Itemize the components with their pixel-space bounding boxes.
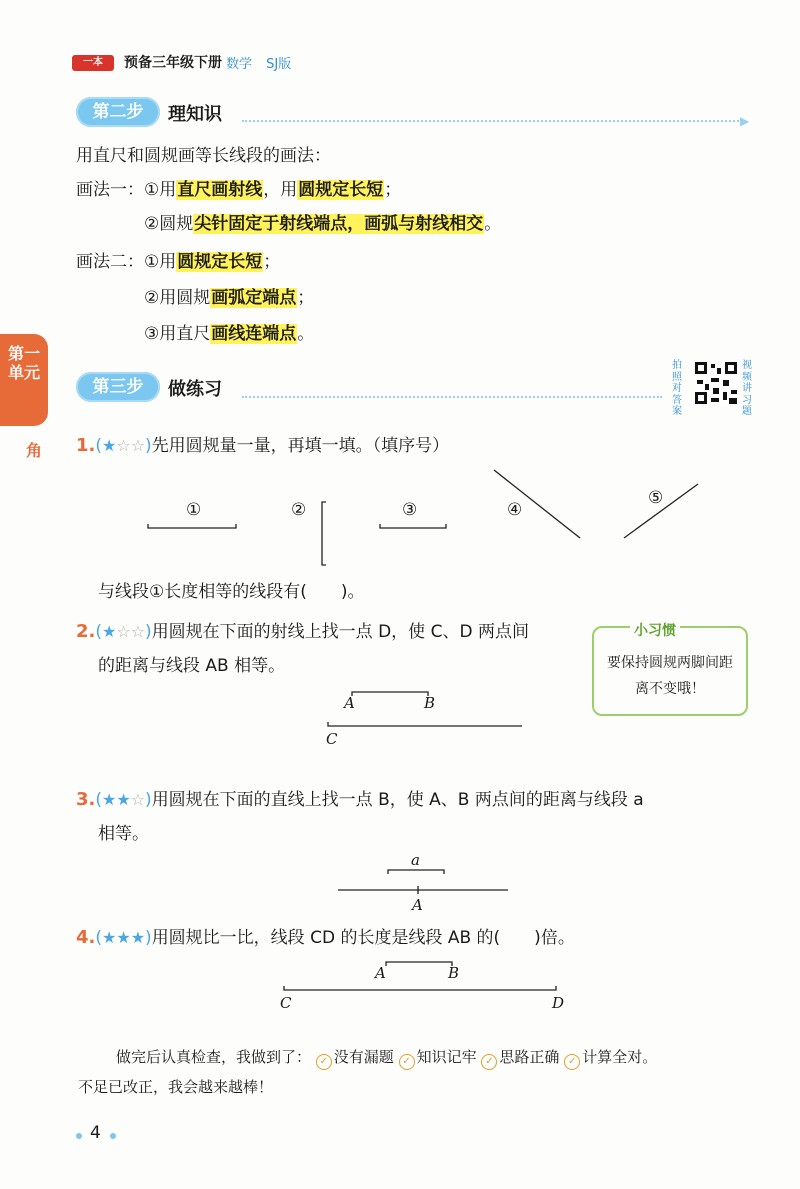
star-empty-icon: ☆☆	[116, 622, 146, 641]
step2-title: 理知识	[168, 104, 222, 125]
method1-line2	[144, 212, 501, 236]
segment-ab	[352, 692, 428, 696]
q2-prompt: 2.(★☆☆)用圆规在下面的射线上找一点 D，使 C、D 两点间	[76, 621, 529, 642]
checklist-line1	[116, 1046, 657, 1070]
q3-figure	[334, 866, 514, 896]
arrow-icon: ▶	[740, 114, 750, 128]
text: 。	[484, 214, 502, 234]
point-a: A	[412, 896, 423, 914]
highlight: 画弧定端点	[211, 288, 297, 308]
segment-2	[322, 502, 326, 565]
highlight: 直尺画射线	[177, 180, 263, 200]
unit-label: 角	[26, 441, 43, 460]
point-d: D	[552, 994, 565, 1012]
q3-number: 3.	[76, 789, 96, 810]
text: ②用圆规	[144, 288, 211, 308]
point-b: B	[424, 694, 436, 712]
star-icon: ★	[102, 622, 117, 641]
edition: SJ版	[266, 57, 292, 72]
label-5: ⑤	[648, 488, 664, 508]
point-a: A	[375, 964, 386, 982]
unit-tab	[0, 334, 48, 426]
check1-label: 没有漏题	[333, 1048, 394, 1066]
check2-label: 知识记牢	[416, 1048, 477, 1066]
star-icon: ★★★	[102, 928, 146, 947]
point-c: C	[280, 994, 292, 1012]
check-icon[interactable]: ✓	[481, 1054, 497, 1070]
highlight: 尖针固定于射线端点，画弧与射线相交	[194, 214, 484, 234]
check-icon[interactable]: ✓	[316, 1054, 332, 1070]
check-icon[interactable]: ✓	[399, 1054, 415, 1070]
label-2: ②	[291, 500, 307, 520]
point-a: A	[344, 694, 355, 712]
q1-text: 先用圆规量一量，再填一填。（填序号）	[151, 436, 450, 456]
book-title: 预备三年级下册	[124, 55, 222, 71]
q3-text-line2: 相等。	[98, 824, 149, 844]
page-dot-left	[76, 1133, 82, 1139]
qr-caption-left: 拍照对答案	[672, 360, 682, 417]
point-c: C	[326, 730, 338, 748]
star-icon: ★	[102, 436, 117, 455]
highlight: 画线连端点	[211, 324, 297, 344]
q3-prompt: 3.(★★☆)用圆规在下面的直线上找一点 B，使 A、B 两点间的距离与线段 a	[76, 789, 644, 810]
q1-answer: 与线段①长度相等的线段有( )。	[98, 582, 365, 602]
tip-body: 要保持圆规两脚间距离不变哦！	[607, 655, 733, 697]
page-dot-right	[110, 1133, 116, 1139]
q3-text-line1: 用圆规在下面的直线上找一点 B，使 A、B 两点间的距离与线段 a	[151, 790, 644, 810]
check4-label: 计算全对。	[582, 1048, 658, 1066]
segment-a-label: a	[411, 851, 420, 869]
q1-figure	[140, 462, 740, 572]
unit-tab-line2: 单元	[7, 363, 40, 382]
segment-a	[388, 870, 444, 874]
step2-divider	[242, 120, 742, 122]
subject: 数学	[226, 57, 253, 72]
q4-text: 用圆规比一比，线段 CD 的长度是线段 AB 的( )倍。	[151, 928, 575, 948]
check-icon[interactable]: ✓	[564, 1054, 580, 1070]
q1-prompt: 1.(★☆☆)先用圆规量一量，再填一填。（填序号）	[76, 435, 450, 456]
text: 。	[297, 324, 315, 344]
check3-label: 思路正确	[499, 1048, 560, 1066]
brand-badge: 一本	[72, 55, 114, 71]
star-empty-icon: ☆	[130, 790, 146, 809]
qr-caption-right: 视频讲习题	[742, 360, 752, 417]
text: ；	[297, 288, 315, 308]
method2-line2	[144, 286, 314, 310]
q2-text-line1: 用圆规在下面的射线上找一点 D，使 C、D 两点间	[151, 622, 529, 642]
page-number: 4	[90, 1123, 101, 1143]
q2-number: 2.	[76, 621, 96, 642]
text: ，用	[263, 180, 298, 200]
star-icon: ★★	[102, 790, 131, 809]
text: 画法二：①用	[76, 252, 177, 272]
qr-code-icon[interactable]	[693, 360, 739, 406]
method1-line1	[76, 178, 401, 202]
star-empty-icon: ☆☆	[116, 436, 146, 455]
step2-intro: 用直尺和圆规画等长线段的画法：	[76, 146, 331, 166]
q1-number: 1.	[76, 435, 96, 456]
q4-number: 4.	[76, 927, 96, 948]
point-b: B	[448, 964, 460, 982]
highlight: 圆规定长短	[298, 180, 384, 200]
text: ②圆规	[144, 214, 194, 234]
method2-line3	[144, 322, 314, 346]
q4-prompt: 4.(★★★)用圆规比一比，线段 CD 的长度是线段 AB 的( )倍。	[76, 927, 575, 948]
label-4: ④	[507, 500, 523, 520]
ray-c	[328, 722, 522, 726]
step3-divider	[242, 396, 662, 398]
step3-pill: 第三步	[76, 372, 160, 402]
label-3: ③	[402, 500, 418, 520]
highlight: 圆规定长短	[177, 252, 263, 272]
checklist-prefix: 做完后认真检查，我做到了：	[116, 1048, 312, 1066]
label-1: ①	[186, 500, 202, 520]
subject-edition	[226, 53, 291, 72]
tip-title: 小习惯	[630, 620, 680, 640]
text: ；	[384, 180, 402, 200]
unit-tab-line1: 第一	[7, 344, 40, 363]
method2-line1	[76, 250, 280, 274]
checklist-line2: 不足已改正，我会越来越棒！	[78, 1078, 274, 1096]
qr-pattern	[693, 360, 739, 406]
segment-cd	[284, 986, 556, 990]
q2-text-line2: 的距离与线段 AB 相等。	[98, 656, 286, 676]
text: ；	[263, 252, 281, 272]
step2-pill: 第二步	[76, 97, 160, 127]
text: ③用直尺	[144, 324, 211, 344]
text: 画法一：①用	[76, 180, 177, 200]
segment-1	[148, 524, 236, 528]
q4-figure	[276, 956, 566, 996]
segment-ab	[386, 962, 452, 966]
segment-3	[380, 524, 446, 528]
step3-title: 做练习	[168, 379, 222, 400]
